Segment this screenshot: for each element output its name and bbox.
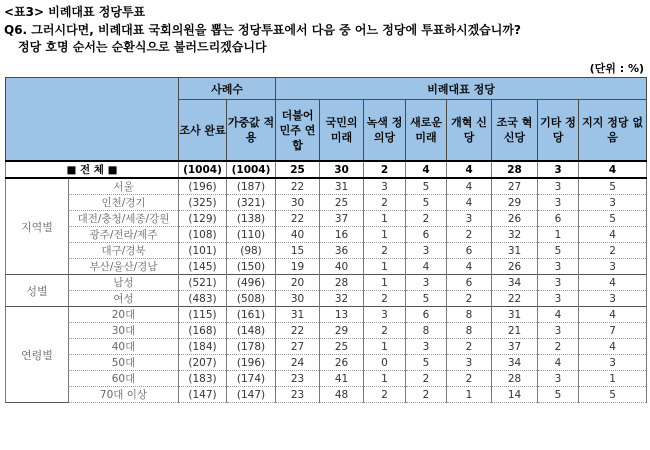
table-cell: 34 <box>492 355 538 371</box>
table-cell: 3 <box>579 355 647 371</box>
table-cell: 5 <box>579 387 647 403</box>
table-cell: 5 <box>538 387 579 403</box>
table-cell: 31 <box>492 307 538 323</box>
header-group-cases: 사례수 <box>179 78 276 100</box>
total-cell: 25 <box>276 161 320 178</box>
table-row <box>6 371 647 387</box>
total-cell: 2 <box>364 161 406 178</box>
table-cell: 2 <box>364 323 406 339</box>
table-cell: 23 <box>276 371 320 387</box>
row-label: 40대 <box>69 339 179 355</box>
table-row <box>6 259 647 275</box>
table-cell: 5 <box>579 211 647 227</box>
table-cell: (196) <box>179 178 227 195</box>
table-row <box>6 275 647 291</box>
unit-label: (단위 : %) <box>589 62 644 75</box>
table-cell: (138) <box>227 211 276 227</box>
table-cell: 6 <box>406 307 447 323</box>
table-cell: 29 <box>320 323 364 339</box>
table-cell: 16 <box>320 227 364 243</box>
row-label: 여성 <box>69 291 179 307</box>
table-cell: 8 <box>447 323 492 339</box>
total-cell: (1004) <box>227 161 276 178</box>
table-cell: 6 <box>538 211 579 227</box>
table-cell: (508) <box>227 291 276 307</box>
table-cell: 3 <box>538 259 579 275</box>
table-row <box>6 323 647 339</box>
row-label: 70대 이상 <box>69 387 179 403</box>
table-cell: 2 <box>579 243 647 259</box>
table-cell: (196) <box>227 355 276 371</box>
table-cell: (174) <box>227 371 276 387</box>
table-cell: 29 <box>492 195 538 211</box>
table-cell: 48 <box>320 387 364 403</box>
table-cell: 26 <box>492 211 538 227</box>
header-group-party: 비례대표 정당 <box>276 78 647 100</box>
group-label: 성별 <box>6 275 69 307</box>
table-cell: 2 <box>406 387 447 403</box>
question-line-1: Q6. 그러시다면, 비례대표 국회의원을 뽑는 정당투표에서 다음 중 어느 정당에 투표하시겠습니까? <box>4 23 521 37</box>
table-cell: 1 <box>364 227 406 243</box>
total-cell: 28 <box>492 161 538 178</box>
table-cell: 36 <box>320 243 364 259</box>
table-cell: (129) <box>179 211 227 227</box>
table-cell: 2 <box>406 371 447 387</box>
table-cell: 1 <box>364 275 406 291</box>
table-cell: 4 <box>447 195 492 211</box>
table-row <box>6 243 647 259</box>
table-cell: 2 <box>364 243 406 259</box>
table-cell: 3 <box>579 259 647 275</box>
total-cell: 30 <box>320 161 364 178</box>
table-cell: 2 <box>406 211 447 227</box>
column-header: 더불어 민주 연합 <box>276 100 320 162</box>
table-cell: 40 <box>276 227 320 243</box>
table-cell: 4 <box>579 227 647 243</box>
table-cell: 19 <box>276 259 320 275</box>
table-cell: 2 <box>447 227 492 243</box>
table-cell: 4 <box>579 275 647 291</box>
row-label: 대전/충청/세종/강원 <box>69 211 179 227</box>
table-cell: 15 <box>276 243 320 259</box>
table-cell: (184) <box>179 339 227 355</box>
table-cell: 27 <box>492 178 538 195</box>
table-cell: 3 <box>538 291 579 307</box>
table-cell: (496) <box>227 275 276 291</box>
table-cell: 30 <box>276 195 320 211</box>
total-cell: 4 <box>579 161 647 178</box>
question-line-2: 정당 호명 순서는 순환식으로 불러드리겠습니다 <box>18 40 267 54</box>
table-cell: 22 <box>276 211 320 227</box>
table-cell: 20 <box>276 275 320 291</box>
group-label: 연령별 <box>6 307 69 403</box>
column-header: 조사 완료 <box>179 100 227 162</box>
table-title: <표3> 비례대표 정당투표 <box>4 5 146 19</box>
table-cell: 22 <box>492 291 538 307</box>
table-cell: 4 <box>538 355 579 371</box>
table-cell: 28 <box>320 275 364 291</box>
table-cell: 4 <box>579 339 647 355</box>
table-cell: 6 <box>406 227 447 243</box>
table-cell: 27 <box>276 339 320 355</box>
header-row-groups <box>6 78 647 100</box>
table-cell: (321) <box>227 195 276 211</box>
table-cell: 4 <box>447 178 492 195</box>
table-cell: (178) <box>227 339 276 355</box>
table-cell: (147) <box>179 387 227 403</box>
total-cell: 3 <box>538 161 579 178</box>
table-cell: 8 <box>406 323 447 339</box>
table-cell: 3 <box>579 291 647 307</box>
table-cell: 41 <box>320 371 364 387</box>
table-cell: 22 <box>276 323 320 339</box>
table-cell: 3 <box>447 355 492 371</box>
table-cell: (187) <box>227 178 276 195</box>
column-header: 가중값 적용 <box>227 100 276 162</box>
table-cell: (161) <box>227 307 276 323</box>
table-cell: 3 <box>538 371 579 387</box>
total-row <box>6 161 647 178</box>
table-cell: 2 <box>364 195 406 211</box>
table-cell: 2 <box>447 339 492 355</box>
row-label: 대구/경북 <box>69 243 179 259</box>
table-cell: (148) <box>227 323 276 339</box>
table-cell: 5 <box>406 178 447 195</box>
table-cell: (147) <box>227 387 276 403</box>
table-cell: 4 <box>538 307 579 323</box>
table-cell: 2 <box>447 371 492 387</box>
table-cell: 37 <box>492 339 538 355</box>
table-cell: (115) <box>179 307 227 323</box>
group-label: 지역별 <box>6 178 69 275</box>
table-row <box>6 387 647 403</box>
table-cell: 23 <box>276 387 320 403</box>
row-label: 서울 <box>69 178 179 195</box>
table-cell: 3 <box>364 307 406 323</box>
row-label: 광주/전라/제주 <box>69 227 179 243</box>
row-label: 20대 <box>69 307 179 323</box>
table-row <box>6 227 647 243</box>
table-cell: 3 <box>406 275 447 291</box>
column-header: 녹색 정의당 <box>364 100 406 162</box>
table-cell: 5 <box>406 195 447 211</box>
table-cell: 5 <box>406 355 447 371</box>
table-cell: 6 <box>447 243 492 259</box>
table-cell: (98) <box>227 243 276 259</box>
row-label: 부산/울산/경남 <box>69 259 179 275</box>
table-cell: 3 <box>447 211 492 227</box>
table-row <box>6 339 647 355</box>
table-row <box>6 291 647 307</box>
column-header: 개혁 신당 <box>447 100 492 162</box>
total-cell: (1004) <box>179 161 227 178</box>
table-row <box>6 211 647 227</box>
table-cell: 3 <box>406 339 447 355</box>
table-cell: (183) <box>179 371 227 387</box>
table-cell: (101) <box>179 243 227 259</box>
table-cell: 2 <box>447 291 492 307</box>
table-cell: (168) <box>179 323 227 339</box>
table-cell: 4 <box>579 307 647 323</box>
table-cell: 7 <box>579 323 647 339</box>
table-cell: 1 <box>364 339 406 355</box>
table-cell: 5 <box>406 291 447 307</box>
table-cell: 5 <box>538 243 579 259</box>
table-cell: 26 <box>320 355 364 371</box>
table-cell: 13 <box>320 307 364 323</box>
table-cell: 4 <box>447 259 492 275</box>
table-cell: 1 <box>579 371 647 387</box>
table-cell: 5 <box>579 178 647 195</box>
row-label: 남성 <box>69 275 179 291</box>
table-cell: 1 <box>364 259 406 275</box>
table-cell: 30 <box>276 291 320 307</box>
table-cell: 28 <box>492 371 538 387</box>
table-cell: 3 <box>538 195 579 211</box>
column-header: 국민의 미래 <box>320 100 364 162</box>
table-cell: 26 <box>492 259 538 275</box>
table-cell: 3 <box>538 323 579 339</box>
table-cell: 3 <box>538 178 579 195</box>
table-cell: (521) <box>179 275 227 291</box>
table-cell: 31 <box>492 243 538 259</box>
table-cell: 2 <box>364 387 406 403</box>
table-cell: 6 <box>447 275 492 291</box>
row-label: 50대 <box>69 355 179 371</box>
table-row <box>6 195 647 211</box>
table-cell: 31 <box>320 178 364 195</box>
table-cell: 8 <box>447 307 492 323</box>
total-cell: 4 <box>406 161 447 178</box>
total-label: ■ 전 체 ■ <box>6 161 179 178</box>
table-cell: 40 <box>320 259 364 275</box>
table-cell: 14 <box>492 387 538 403</box>
results-table <box>5 77 647 403</box>
column-header: 조국 혁신당 <box>492 100 538 162</box>
table-cell: 22 <box>276 178 320 195</box>
column-header: 기타 정당 <box>538 100 579 162</box>
table-cell: 34 <box>492 275 538 291</box>
table-cell: 3 <box>538 275 579 291</box>
table-cell: 1 <box>447 387 492 403</box>
table-cell: (110) <box>227 227 276 243</box>
row-label: 60대 <box>69 371 179 387</box>
table-cell: (325) <box>179 195 227 211</box>
table-cell: (145) <box>179 259 227 275</box>
table-cell: 3 <box>579 195 647 211</box>
header-corner <box>6 78 179 162</box>
table-cell: 1 <box>364 211 406 227</box>
table-row <box>6 307 647 323</box>
table-cell: 4 <box>406 259 447 275</box>
table-cell: (207) <box>179 355 227 371</box>
table-cell: 31 <box>276 307 320 323</box>
table-cell: 25 <box>320 195 364 211</box>
table-cell: 1 <box>364 371 406 387</box>
table-row <box>6 178 647 195</box>
table-cell: 32 <box>320 291 364 307</box>
table-cell: 3 <box>364 178 406 195</box>
total-cell: 4 <box>447 161 492 178</box>
column-header: 지지 정당 없음 <box>579 100 647 162</box>
column-header: 새로운 미래 <box>406 100 447 162</box>
row-label: 30대 <box>69 323 179 339</box>
table-cell: 21 <box>492 323 538 339</box>
table-cell: 37 <box>320 211 364 227</box>
table-cell: 24 <box>276 355 320 371</box>
table-cell: (483) <box>179 291 227 307</box>
table-row <box>6 355 647 371</box>
table-cell: 0 <box>364 355 406 371</box>
table-cell: 2 <box>364 291 406 307</box>
table-cell: 1 <box>538 227 579 243</box>
table-cell: 32 <box>492 227 538 243</box>
table-cell: 2 <box>538 339 579 355</box>
table-cell: 3 <box>406 243 447 259</box>
table-cell: (150) <box>227 259 276 275</box>
row-label: 인천/경기 <box>69 195 179 211</box>
table-cell: (108) <box>179 227 227 243</box>
table-cell: 25 <box>320 339 364 355</box>
